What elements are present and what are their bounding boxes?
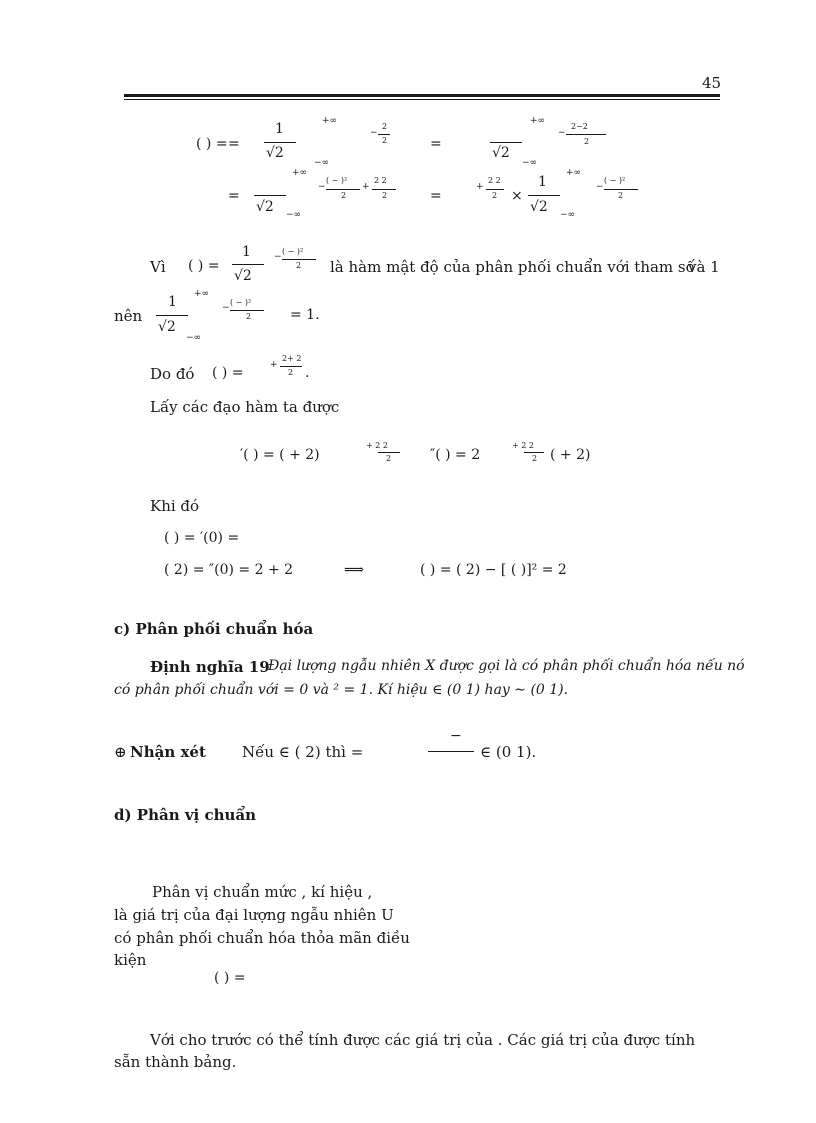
page-number: 45 <box>702 74 722 92</box>
fraction-bar-2 <box>490 142 522 143</box>
nen-label: nên <box>114 307 143 325</box>
integral-upper-limit-2: +∞ <box>530 116 546 126</box>
fraction-bar-3 <box>254 195 286 196</box>
second-derivative: ″( ) = 2 <box>430 447 481 463</box>
nen-exp-num: ( − )² <box>230 298 252 307</box>
remark-text: Nếu ∈ ( 2) thì = <box>242 743 364 761</box>
remark-tail: ∈ (0 1). <box>480 743 537 761</box>
exponent-plus-4: + <box>476 182 484 192</box>
closing-line-1: Với cho trước có thể tính được các giá trị của . Các giá trị của được tính <box>150 1031 696 1049</box>
derivation-eq-1: = <box>228 136 240 152</box>
times-sign: × <box>511 188 523 204</box>
exponent-bar-3 <box>326 189 360 190</box>
density-text: là hàm mật độ của phân phối chuẩn với tham số <box>330 258 695 276</box>
first-derivative-exp-den: 2 <box>386 454 392 463</box>
integral-lower-limit: −∞ <box>314 158 330 168</box>
section-c-heading: c) Phân phối chuẩn hóa <box>114 620 314 638</box>
exponent-top: 2 <box>382 122 388 131</box>
sqrt-two: √2 <box>266 145 284 161</box>
exponent-num-4: 2 2 <box>488 176 501 185</box>
quantile-line-2: là giá trị của đại lượng ngẫu nhiên U <box>114 906 394 924</box>
sqrt-two-3: √2 <box>256 199 274 215</box>
section-d-heading: d) Phân vị chuẩn <box>114 806 257 824</box>
integral-upper-limit-3: +∞ <box>292 168 308 178</box>
sqrt-two-2: √2 <box>492 145 510 161</box>
integral-lower-limit-3: −∞ <box>286 210 302 220</box>
derivation-lhs: ( ) = <box>196 136 228 152</box>
exponent-den-4: 2 <box>492 191 498 200</box>
density-exp-sign: − <box>274 252 282 262</box>
second-derivative-exp: + 2 2 <box>512 441 534 450</box>
khi-do-label: Khi đó <box>150 497 200 515</box>
second-derivative-exp-den: 2 <box>532 454 538 463</box>
density-exp-bar <box>282 259 316 260</box>
definition-text-2: có phân phối chuẩn với = 0 và ² = 1. Kí hiệu ∈ (0 1) hay ∼ (0 1). <box>114 682 569 698</box>
exponent-bar-5 <box>604 189 638 190</box>
first-derivative-exp-bar <box>378 452 400 453</box>
exponent-den-5: 2 <box>618 191 624 200</box>
do-do-exp-plus: + <box>270 360 278 370</box>
sqrt-two-5: √2 <box>530 199 548 215</box>
second-derivative-tail: ( + 2) <box>550 447 591 463</box>
exponent-sign-3: − <box>318 182 326 192</box>
khi-do-line-2-tail: ( ) = ( 2) − [ ( )]² = 2 <box>420 562 567 578</box>
first-derivative: ′( ) = ( + 2) <box>240 447 320 463</box>
quantile-line-3: có phân phối chuẩn hóa thỏa mãn điều <box>114 929 410 947</box>
second-derivative-exp-bar <box>524 452 544 453</box>
nen-fraction-bar <box>156 315 188 316</box>
density-fraction-bar <box>232 264 264 265</box>
vi-label: Vì <box>150 258 166 276</box>
remark-label: Nhận xét <box>130 743 206 761</box>
quantile-line-1: Phân vị chuẩn mức , kí hiệu , <box>152 883 373 901</box>
header-rule-thick <box>124 94 720 97</box>
exponent-sign-5: − <box>596 182 604 192</box>
remark-frac-top: − <box>450 728 462 744</box>
exponent-bottom: 2 <box>382 136 388 145</box>
density-exp-den: 2 <box>296 261 302 270</box>
closing-line-2: sẵn thành bảng. <box>114 1053 237 1071</box>
header-rule-thin <box>124 99 720 100</box>
exponent-num-3: ( − )² <box>326 176 348 185</box>
derivation-eq-4: = <box>430 188 442 204</box>
fraction-bar <box>264 142 296 143</box>
density-lhs: ( ) = <box>188 258 220 274</box>
remark-symbol: ⊕ <box>114 743 127 761</box>
khi-do-line-1: ( ) = ′(0) = <box>164 530 240 546</box>
do-do-dot: . <box>305 365 310 381</box>
exponent-num-5: ( − )² <box>604 176 626 185</box>
nen-exp-sign: − <box>222 303 230 313</box>
exponent-den-3: 2 <box>341 191 347 200</box>
exponent-den2-3: 2 <box>382 191 388 200</box>
integral-lower-limit-5: −∞ <box>560 210 576 220</box>
exponent-top-2: 2−2 <box>571 122 588 131</box>
do-do-label: Do đó <box>150 365 195 383</box>
integral-upper-limit: +∞ <box>322 116 338 126</box>
derivation-eq-2: = <box>430 136 442 152</box>
first-derivative-exp: + 2 2 <box>366 441 388 450</box>
nen-eq-one: = 1. <box>290 307 320 323</box>
do-do-exp-bar <box>280 366 302 367</box>
do-do-exp-den: 2 <box>288 368 294 377</box>
definition-label: Định nghĩa 19 <box>150 658 270 676</box>
density-one: 1 <box>242 244 251 260</box>
exponent-num2-3: 2 2 <box>374 176 387 185</box>
exponent-bar-2 <box>566 134 606 135</box>
density-text-end: và 1 <box>688 258 720 276</box>
density-sqrt-two: √2 <box>234 268 252 284</box>
nen-sqrt-two: √2 <box>158 319 176 335</box>
exponent-sign: − <box>370 128 378 138</box>
nen-lower-limit: −∞ <box>186 333 202 343</box>
derivation-eq-3: = <box>228 188 240 204</box>
quantile-line-4: kiện <box>114 951 147 969</box>
nen-exp-den: 2 <box>246 312 252 321</box>
integral-lower-limit-2: −∞ <box>522 158 538 168</box>
fraction-numerator: 1 <box>275 121 284 137</box>
quantile-condition: ( ) = <box>214 970 246 986</box>
exponent-bottom-2: 2 <box>584 137 590 146</box>
density-exp-num: ( − )² <box>282 247 304 256</box>
exponent-bar-4 <box>486 189 504 190</box>
derivatives-intro: Lấy các đạo hàm ta được <box>150 398 340 416</box>
exponent-sign-2: − <box>558 128 566 138</box>
nen-exp-bar <box>230 310 264 311</box>
do-do-lhs: ( ) = <box>212 365 244 381</box>
exponent-plus-3: + <box>362 182 370 192</box>
integral-upper-limit-5: +∞ <box>566 168 582 178</box>
do-do-exp-num: 2+ 2 <box>282 354 302 363</box>
fraction-bar-5 <box>528 195 560 196</box>
remark-frac-bar <box>428 751 474 752</box>
khi-do-line-2: ( 2) = ″(0) = 2 + 2 <box>164 562 294 578</box>
nen-one: 1 <box>168 294 177 310</box>
fraction-numerator-5: 1 <box>538 174 547 190</box>
exponent-bar <box>378 134 390 135</box>
implies-arrow: ⟹ <box>344 562 365 578</box>
exponent-bar2-3 <box>372 189 396 190</box>
definition-text-1: Đại lượng ngẫu nhiên X được gọi là có phân phối chuẩn hóa nếu nó <box>268 658 745 674</box>
nen-upper-limit: +∞ <box>194 289 210 299</box>
